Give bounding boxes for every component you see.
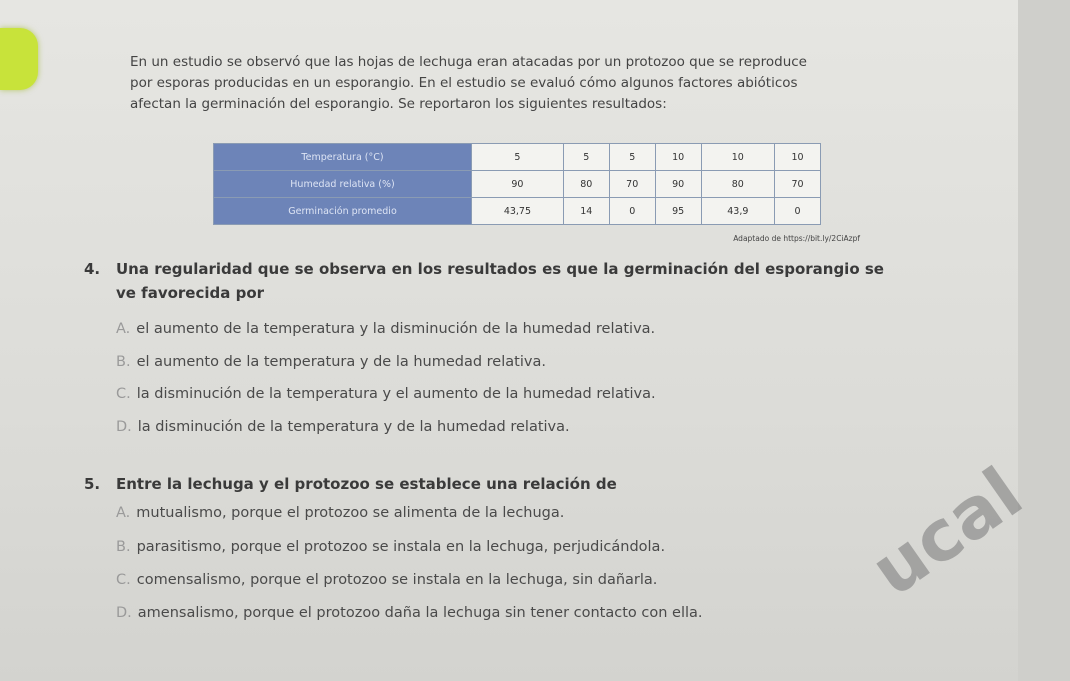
q4-option-b[interactable] bbox=[116, 354, 546, 370]
option-letter: C. bbox=[116, 386, 131, 402]
table-row-temperature bbox=[214, 144, 821, 171]
table-cell: 95 bbox=[655, 198, 701, 225]
q4-option-c[interactable] bbox=[116, 386, 656, 402]
table-cell: 5 bbox=[609, 144, 655, 171]
source-citation: Adaptado de https://bit.ly/2CiAzpf bbox=[733, 234, 860, 243]
table-cell: 43,9 bbox=[701, 198, 774, 225]
option-letter: A. bbox=[116, 505, 131, 521]
row-label: Germinación promedio bbox=[214, 198, 472, 225]
table-cell: 10 bbox=[655, 144, 701, 171]
option-letter: D. bbox=[116, 419, 132, 435]
question-4-continuation: ve favorecida por bbox=[116, 284, 265, 302]
row-label: Temperatura (°C) bbox=[214, 144, 472, 171]
table-cell: 10 bbox=[701, 144, 774, 171]
table-cell: 80 bbox=[701, 171, 774, 198]
intro-paragraph bbox=[130, 52, 920, 115]
option-text: la disminución de la temperatura y de la humedad relativa. bbox=[137, 419, 570, 435]
intro-line-3: afectan la germinación del esporangio. Se reportaron los siguientes resultados: bbox=[130, 96, 667, 112]
table-cell: 14 bbox=[563, 198, 609, 225]
question-number: 5. bbox=[84, 475, 101, 493]
option-letter: B. bbox=[116, 539, 131, 555]
table-cell: 90 bbox=[472, 171, 564, 198]
q4-option-d[interactable] bbox=[116, 419, 570, 435]
option-letter: C. bbox=[116, 572, 131, 588]
q5-option-c[interactable] bbox=[116, 572, 657, 588]
table-cell: 5 bbox=[472, 144, 564, 171]
q4-option-a[interactable] bbox=[116, 321, 655, 337]
table-row-humidity bbox=[214, 171, 821, 198]
q5-option-b[interactable] bbox=[116, 539, 665, 555]
intro-line-2: por esporas producidas en un esporangio. En el estudio se evaluó cómo algunos factores abióticos bbox=[130, 75, 798, 91]
option-text: parasitismo, porque el protozoo se instala en la lechuga, perjudicándola. bbox=[136, 539, 666, 555]
question-text: Entre la lechuga y el protozoo se establece una relación de bbox=[116, 475, 617, 493]
option-text: la disminución de la temperatura y el aumento de la humedad relativa. bbox=[136, 386, 656, 402]
table-cell: 10 bbox=[775, 144, 821, 171]
question-number: 4. bbox=[84, 260, 101, 278]
table-cell: 43,75 bbox=[472, 198, 564, 225]
table-cell: 90 bbox=[655, 171, 701, 198]
table-cell: 5 bbox=[563, 144, 609, 171]
q5-option-a[interactable] bbox=[116, 505, 564, 521]
row-label: Humedad relativa (%) bbox=[214, 171, 472, 198]
option-text: mutualismo, porque el protozoo se alimenta de la lechuga. bbox=[136, 505, 565, 521]
table-cell: 0 bbox=[775, 198, 821, 225]
highlighter-mark bbox=[0, 28, 38, 90]
question-text: Una regularidad que se observa en los resultados es que la germinación del esporangio se bbox=[116, 260, 884, 278]
option-text: el aumento de la temperatura y la disminución de la humedad relativa. bbox=[136, 321, 656, 337]
intro-line-1: En un estudio se observó que las hojas de lechuga eran atacadas por un protozoo que se reproduce bbox=[130, 54, 807, 70]
option-text: el aumento de la temperatura y de la humedad relativa. bbox=[136, 354, 546, 370]
question-5 bbox=[84, 471, 784, 497]
table-cell: 70 bbox=[609, 171, 655, 198]
option-letter: B. bbox=[116, 354, 131, 370]
option-text: amensalismo, porque el protozoo daña la lechuga sin tener contacto con ella. bbox=[137, 605, 703, 621]
option-letter: D. bbox=[116, 605, 132, 621]
results-table bbox=[213, 143, 821, 225]
option-text: comensalismo, porque el protozoo se instala en la lechuga, sin dañarla. bbox=[136, 572, 658, 588]
table-cell: 80 bbox=[563, 171, 609, 198]
watermark-logo: ucal bbox=[856, 451, 1037, 613]
table-cell: 70 bbox=[775, 171, 821, 198]
table-cell: 0 bbox=[609, 198, 655, 225]
option-letter: A. bbox=[116, 321, 131, 337]
question-4 bbox=[84, 256, 984, 282]
q5-option-d[interactable] bbox=[116, 605, 703, 621]
table-row-germination bbox=[214, 198, 821, 225]
